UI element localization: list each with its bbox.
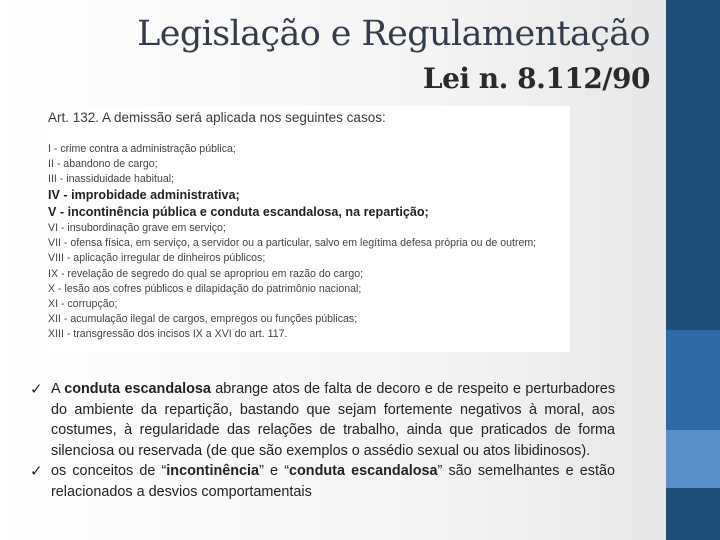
excerpt-line: VI - insubordinação grave em serviço; <box>48 222 226 235</box>
excerpt-list <box>48 142 536 342</box>
excerpt-line: XIII - transgressão dos incisos IX a XVI do art. 117. <box>48 327 288 340</box>
bullet-list <box>30 379 615 503</box>
bullet-emphasis: conduta escandalosa <box>288 463 438 480</box>
excerpt-line: VII - ofensa física, em serviço, a servidor ou a particular, salvo em legítima defesa própria ou de outrem; <box>48 237 537 250</box>
excerpt-line: I - crime contra a administração pública; <box>48 143 236 155</box>
law-excerpt-image <box>44 106 570 352</box>
excerpt-line: X - lesão aos cofres públicos e dilapidação do patrimônio nacional; <box>48 282 362 295</box>
bullet-item <box>30 461 615 502</box>
excerpt-line: XI - corrupção; <box>48 297 118 310</box>
bullet-text <box>51 463 615 500</box>
excerpt-line: IX - revelação de segredo do qual se apropriou em razão do cargo; <box>48 267 364 280</box>
excerpt-line: XII - acumulação ilegal de cargos, empregos ou funções públicas; <box>48 312 358 325</box>
accent-segment-top <box>666 0 720 330</box>
excerpt-line: II - abandono de cargo; <box>48 158 158 171</box>
excerpt-heading: Art. 132. A demissão será aplicada nos seguintes casos: <box>48 110 386 125</box>
slide-subtitle: Lei n. 8.112/90 <box>422 62 650 95</box>
bullet-item <box>30 379 615 461</box>
bullet-run: ” e “ <box>259 463 289 480</box>
bullet-text <box>51 381 615 459</box>
accent-segment-light <box>666 430 720 488</box>
checkmark-icon: ✓ <box>30 462 43 481</box>
slide-title: Legislação e Regulamentação <box>137 14 650 54</box>
right-accent-bar <box>666 0 720 540</box>
accent-segment-mid <box>666 330 720 430</box>
bullet-run: ” são semelhantes e estão relacionados a desvios comportamentais <box>51 463 615 500</box>
accent-segment-bottom <box>666 488 720 540</box>
bullet-run: A <box>51 381 65 397</box>
checkmark-icon: ✓ <box>30 380 43 398</box>
excerpt-line: IV - improbidade administrativa; <box>48 188 240 203</box>
bullet-run: os conceitos de “ <box>51 463 167 480</box>
excerpt-line: VIII - aplicação irregular de dinheiros públicos; <box>48 252 266 265</box>
excerpt-line: V - incontinência pública e conduta escandalosa, na repartição; <box>48 205 429 220</box>
bullet-emphasis: conduta escandalosa <box>64 381 211 397</box>
bullet-run: abrange atos de falta de decoro e de respeito e perturbadores do ambiente da repartição, bastando que sejam fortemente negativos à moral, aos costumes, à regularidade das relações de trabalho, ainda que praticados de forma silenciosa ou reservada (de que são exemplos o assédio sexual ou atos libidinosos). <box>51 381 616 459</box>
excerpt-line: III - inassiduidade habitual; <box>48 173 175 186</box>
bullet-emphasis: incontinência <box>166 463 260 480</box>
